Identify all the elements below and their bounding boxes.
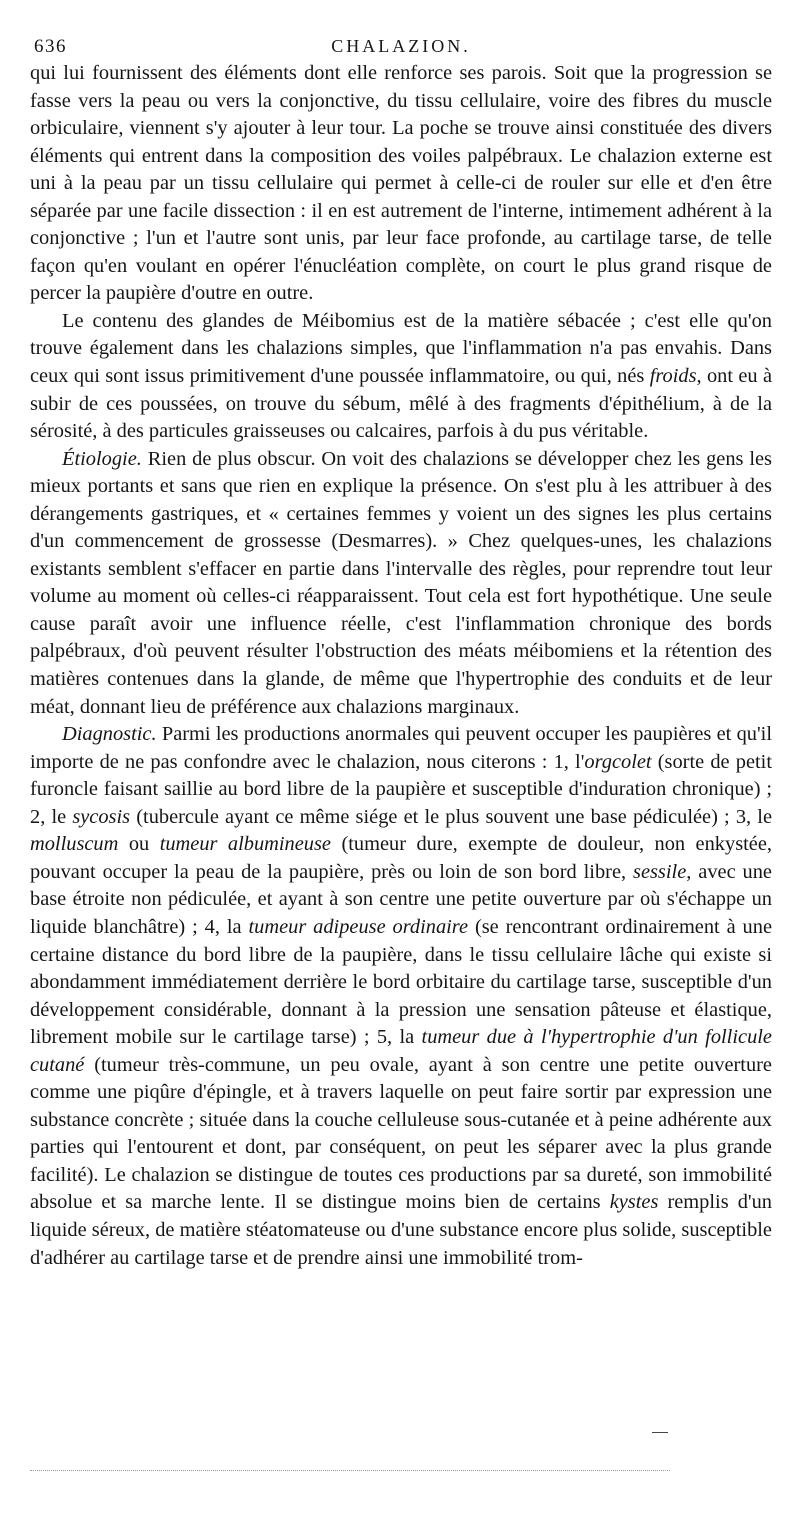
italic-term: orgcolet <box>584 750 652 773</box>
paragraph-text: Parmi les productions anormales qui peuvent occuper les paupières et qu'il importe de ne pas confondre avec le chalazion, nous citerons : 1, l' <box>30 723 772 773</box>
book-page <box>30 28 772 1272</box>
paragraph-text: Le contenu des glandes de Méibomius est de la matière sébacée ; c'est elle qu'on trouve également dans les chalazions simples, que l'inflammation n'a pas envahis. Dans ceux qui sont issus primitivement d'une poussée inflammatoire, ou qui, nés <box>30 309 772 388</box>
italic-term: molluscum <box>30 833 119 856</box>
paragraph-diagnostic <box>30 721 772 1272</box>
paragraph-text: , avec une base étroite non pédiculée, et ayant à son centre une petite ouverture par où s'échappe un liquide blanchâtre) ; 4, la <box>30 860 772 938</box>
paragraph-text: (sorte de petit furoncle faisant saillie au bord libre de la paupière et susceptible d'induration chronique) ; 2, le <box>30 750 772 828</box>
page-header-title: CHALAZION. <box>331 36 471 56</box>
italic-term: tumeur albumineuse <box>159 833 331 856</box>
section-heading-etiologie: Étiologie. <box>62 447 142 470</box>
paragraph-text: qui lui fournissent des éléments dont elle renforce ses parois. Soit que la progression se fasse vers la peau ou vers la conjonctive, du tissu cellulaire, voire des fibres du muscle orbiculaire, viennent s'y ajouter à leur tour. La poche se trouve ainsi constituée des divers éléments qui entrent dans la composition des voiles palpébraux. Le chalazion externe est uni à la peau par un tissu cellulaire qui permet à celle-ci de rouler sur elle et d'en être séparée par une facile dissection : il en est autrement de l'interne, intimement adhérent à la conjonctive ; l'un et l'autre sont unis, par leur face profonde, au cartilage tarse, de telle façon qu'en voulant en opérer l'énucléation complète, on court le plus grand risque de percer la paupière d'outre en outre. <box>30 62 772 305</box>
italic-term: sycosis <box>72 805 131 828</box>
paragraph-text: , ont eu à subir de ces poussées, on trouve du sébum, mêlé à des fragments d'épithélium, à de la sérosité, à des particules graisseuses ou calcaires, parfois à du pus véritable. <box>30 365 773 443</box>
italic-term: kystes <box>609 1191 659 1214</box>
paragraph-contenu <box>30 308 772 446</box>
page-number: 636 <box>34 36 67 57</box>
body-text <box>30 60 772 1272</box>
margin-mark <box>652 1432 668 1433</box>
paragraph-text: (se rencontrant ordinairement à une certaine distance du bord libre de la paupière, dans le tissu cellulaire lâche qui existe si abondamment immédiatement derrière le bord orbitaire du cartilage tarse, susceptible d'un développement considérable, donnant à la pression une sensation pâteuse et élastique, librement mobile sur le cartilage tarse) ; 5, la <box>30 915 772 1049</box>
italic-term: froids <box>649 365 697 388</box>
section-heading-diagnostic: Diagnostic. <box>62 723 157 746</box>
paragraph-text: (tumeur dure, exempte de douleur, non enkystée, pouvant occuper la peau de la paupière, près ou loin de son bord libre, <box>30 833 772 883</box>
italic-term: tumeur due à l'hypertrophie d'un follicule cutané <box>30 1026 772 1076</box>
paragraph-text: ou <box>118 833 160 856</box>
running-head <box>30 28 772 60</box>
paragraph-etiologie <box>30 446 772 721</box>
bottom-dotted-rule <box>30 1470 670 1471</box>
paragraph-text: remplis d'un liquide séreux, de matière stéatomateuse ou d'une substance encore plus solide, susceptible d'adhérer au cartilage tarse et de prendre ainsi une immobilité trom- <box>30 1191 772 1269</box>
italic-term: tumeur adipeuse ordinaire <box>248 915 469 938</box>
paragraph-text: Rien de plus obscur. On voit des chalazions se développer chez les gens les mieux portants et sans que rien en explique la présence. On s'est plu à les attribuer à des dérangements gastriques, et « certaines femmes y voient un des signes les plus certains d'un commencement de grossesse (Desmarres). » Chez quelques-unes, les chalazions existants semblent s'effacer en partie dans l'intervalle des règles, pour reprendre tout leur volume au moment où celles-ci réapparaissent. Tout cela est fort hypothétique. Une seule cause paraît avoir une influence réelle, c'est l'inflammation chronique des bords palpébraux, d'où peuvent résulter l'obstruction des méats méibomiens et la rétention des matières contenues dans la glande, de même que l'hypertrophie des conduits et de leur méat, donnant lieu de préférence aux chalazions marginaux. <box>30 447 772 718</box>
paragraph-continued <box>30 60 772 308</box>
paragraph-text: (tubercule ayant ce même siége et le plus souvent une base pédiculée) ; 3, le <box>130 805 772 828</box>
italic-term: sessile <box>633 860 687 883</box>
paragraph-text: (tumeur très-commune, un peu ovale, ayant à son centre une petite ouverture comme une piqûre d'épingle, et à travers laquelle on peut faire sortir par expression une substance concrète ; située dans la couche celluleuse sous-cutanée et à peine adhérente aux parties qui l'entourent et dont, par conséquent, on peut les séparer avec la plus grande facilité). Le chalazion se distingue de toutes ces productions par sa dureté, son immobilité absolue et sa marche lente. Il se distingue moins bien de certains <box>30 1053 772 1214</box>
